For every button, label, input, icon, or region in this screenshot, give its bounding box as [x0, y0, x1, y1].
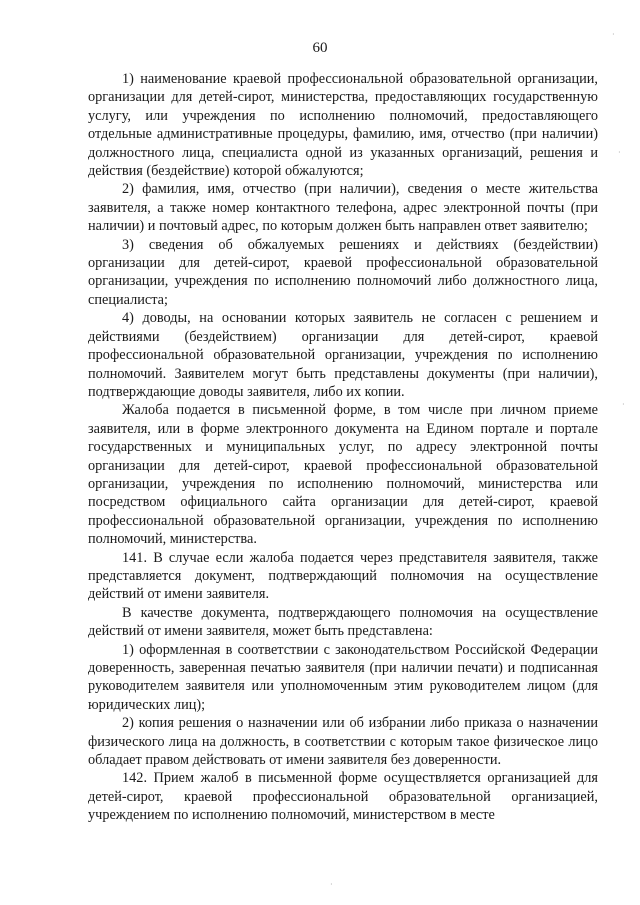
paragraph-power-of-attorney: 1) оформленная в соответствии с законодательством Российской Федерации доверенность, заверенная печатью заявителя (при наличии печати) и подписанная руководителем заявителя или уполномоченным этим руководителем лицом (для юридических лиц);: [88, 641, 598, 713]
paragraph-141: 141. В случае если жалоба подается через представителя заявителя, также представляется документ, подтверждающий полномочия на осуществление действий от имени заявителя.: [88, 549, 598, 603]
scan-dot: ·: [612, 30, 615, 39]
scan-dot: ·: [622, 400, 625, 409]
scan-dot: ·: [330, 880, 333, 889]
paragraph-item-4: 4) доводы, на основании которых заявитель не согласен с решением и действиями (бездействием) организации для детей-сирот, краевой профессиональной образовательной организации, учреждения по исполнению полномочий. Заявителем могут быть представлены документы (при наличии), подтверждающие доводы заявителя, либо их копии.: [88, 310, 598, 400]
paragraph-item-3: 3) сведения об обжалуемых решениях и действиях (бездействии) организации для детей-сирот, краевой профессиональной образовательной организации, учреждения по исполнению полномочий либо должностного лица, специалиста;: [88, 236, 598, 308]
paragraph-appointment-copy: 2) копия решения о назначении или об избрании либо приказа о назначении физического лица на должность, в соответствии с которым такое физическое лицо обладает правом действовать от имени заявителя без доверенности.: [88, 715, 598, 769]
paragraph-complaint-form: Жалоба подается в письменной форме, в том числе при личном приеме заявителя, или в форме электронного документа на Едином портале и портале государственных и муниципальных услуг, по адресу электронной почты организации для детей-сирот, краевой профессиональной образовательной организации, учреждения по исполнению полномочий, министерства или посредством официального сайта организации для детей-сирот, краевой профессиональной образовательной организации, учреждения по исполнению полномочий, министерства.: [88, 402, 598, 548]
page-body: [88, 70, 598, 825]
paragraph-142: 142. Прием жалоб в письменной форме осуществляется организацией для детей-сирот, краевой профессиональной образовательной организацией, учреждением по исполнению полномочий, министерством в месте: [88, 770, 598, 824]
paragraph-item-2: 2) фамилия, имя, отчество (при наличии), сведения о месте жительства заявителя, а также номер контактного телефона, адрес электронной почты (при наличии) и почтовый адрес, по которым должен быть направлен ответ заявителю;: [88, 181, 598, 235]
page-number: 60: [312, 40, 328, 56]
paragraph-item-1: 1) наименование краевой профессиональной образовательной организации, организации для детей-сирот, министерства, предоставляющих государственную услугу, или учреждения по исполнению полномочий, предоставляющего отдельные административные процедуры, фамилию, имя, отчество (при наличии) должностного лица, специалиста одной из указанных организаций, решения и действия (бездействие) которой обжалуются;: [88, 71, 598, 180]
scan-dot: ·: [618, 148, 621, 157]
paragraph-authority-document: В качестве документа, подтверждающего полномочия на осуществление действий от имени заявителя, может быть представлена:: [88, 604, 598, 640]
